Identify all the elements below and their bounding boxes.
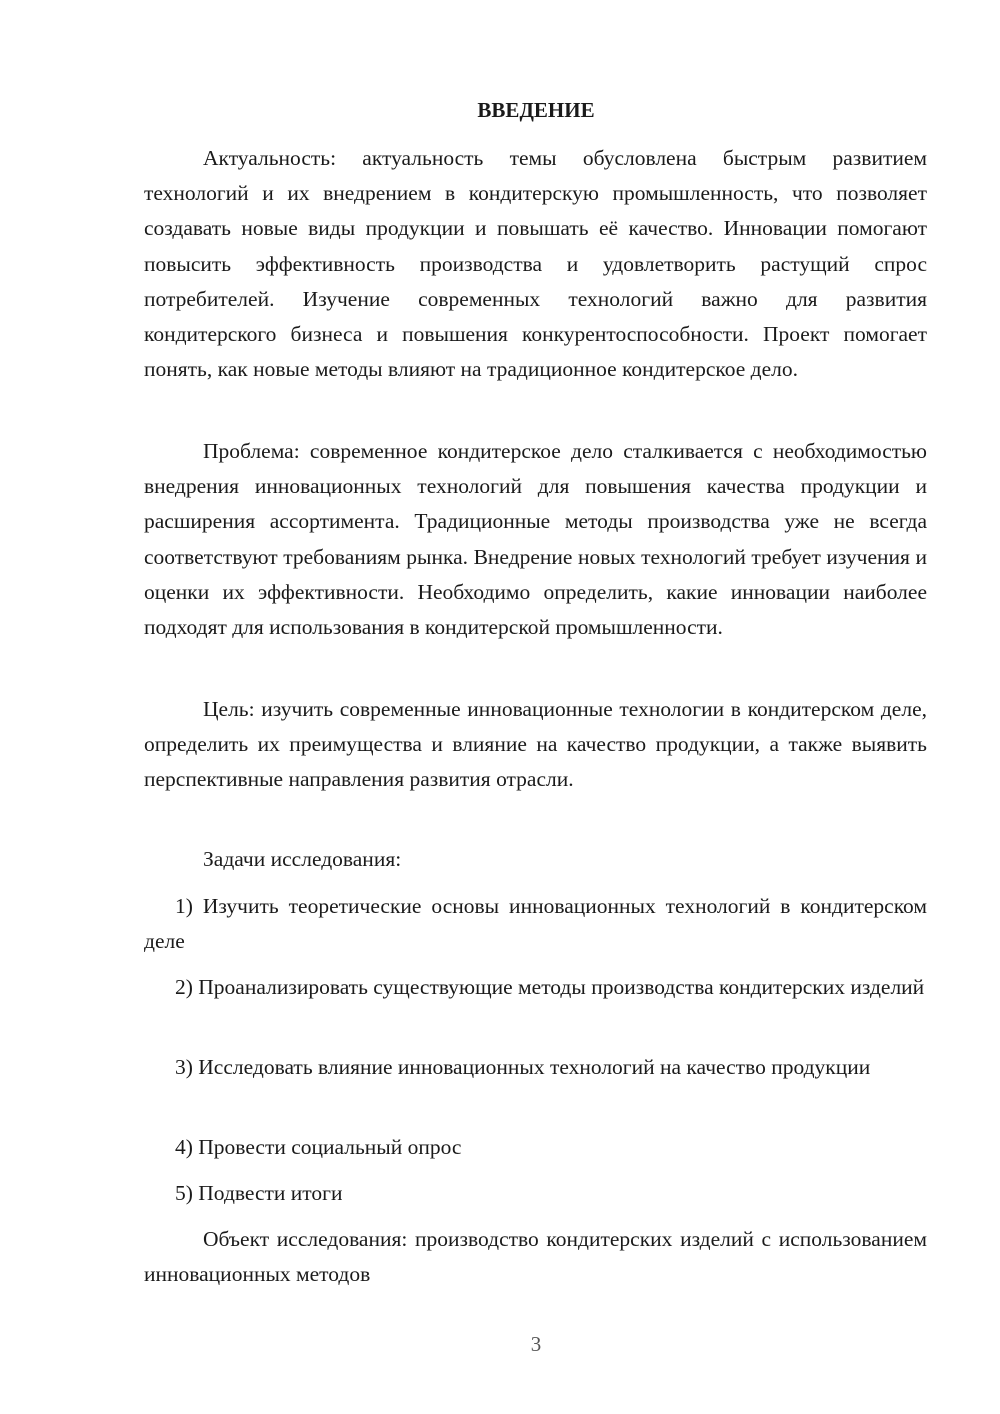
task-item-2: 2) Проанализировать существующие методы производства кондитерских изделий bbox=[175, 975, 925, 999]
paragraph-problem: Проблема: современное кондитерское дело сталкивается с необходимостью внедрения инновационных технологий для повышения качества продукции и расширения ассортимента. Традиционные методы производства уже не всегда соответствуют требованиям рынка. Внедрение новых технологий требует изучения и оценки их эффективности. Необходимо определить, какие инновации наиболее подходят для использования в кондитерской промышленности. bbox=[144, 439, 927, 640]
task-item-4: 4) Провести социальный опрос bbox=[175, 1135, 462, 1159]
page-title: ВВЕДЕНИЕ bbox=[477, 98, 595, 122]
paragraph-relevance: Актуальность: актуальность темы обусловлена быстрым развитием технологий и их внедрением в кондитерскую промышленность, что позволяет создавать новые виды продукции и повышать её качество. Инновации помогают повысить эффективность производства и удовлетворить растущий спрос потребителей. Изучение современных технологий важно для развития кондитерского бизнеса и повышения конкурентоспособности. Проект помогает понять, как новые методы влияют на традиционное кондитерское дело. bbox=[144, 146, 927, 382]
paragraph-goal: Цель: изучить современные инновационные технологии в кондитерском деле, определить их преимущества и влияние на качество продукции, а также выявить перспективные направления развития отрасли. bbox=[144, 697, 927, 792]
paragraph-object: Объект исследования: производство кондитерских изделий с использованием инновационных методов bbox=[144, 1227, 927, 1287]
tasks-heading: Задачи исследования: bbox=[203, 847, 402, 871]
page-number: 3 bbox=[530, 1332, 542, 1356]
task-item-5: 5) Подвести итоги bbox=[175, 1181, 343, 1205]
task-item-1: 1) Изучить теоретические основы инновационных технологий в кондитерском деле bbox=[144, 894, 927, 954]
task-item-3: 3) Исследовать влияние инновационных технологий на качество продукции bbox=[175, 1055, 871, 1079]
